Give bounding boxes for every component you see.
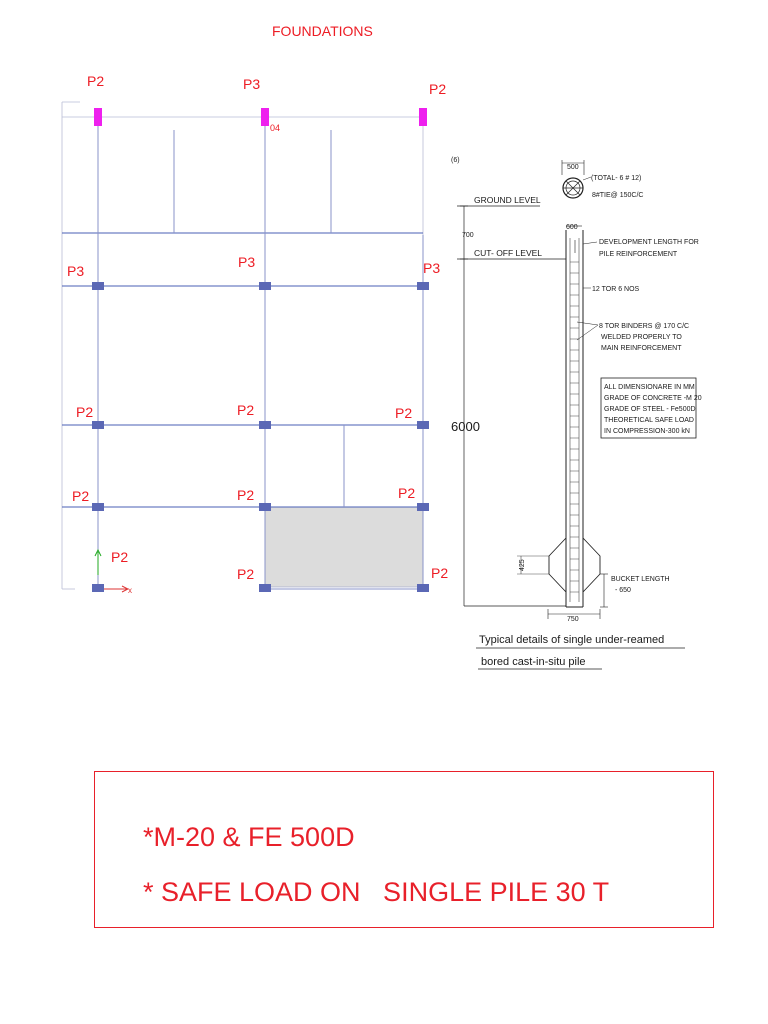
pile-marker [417, 503, 429, 511]
spec-line-4: THEORETICAL SAFE LOAD [604, 417, 694, 424]
pile-label: P2 [237, 566, 255, 582]
binders-2: WELDED PROPERLY TO [601, 334, 682, 341]
pile-labels [67, 73, 448, 582]
pile-marker [259, 421, 271, 429]
bulb-dimension: 425 [519, 559, 526, 571]
cap-dimension: 600 [566, 224, 578, 231]
note-grade: *M-20 & FE 500D [143, 822, 355, 852]
pile-label: P3 [243, 76, 261, 92]
pile-label: P2 [111, 549, 129, 565]
spec-line-2: GRADE OF CONCRETE -M 20 [604, 395, 702, 402]
pile-marker [259, 282, 271, 290]
pile-marker [417, 421, 429, 429]
pile-label: P2 [87, 73, 105, 89]
note-safe-load: * SAFE LOAD ON SINGLE PILE 30 T [143, 877, 610, 907]
pile-label: P3 [238, 254, 256, 270]
dev-length-2: PILE REINFORCEMENT [599, 251, 678, 258]
pile-marker [419, 108, 427, 126]
pile-marker [92, 503, 104, 511]
binders-3: MAIN REINFORCEMENT [601, 345, 682, 352]
pile-label: P3 [423, 260, 441, 276]
tie-note: 8#TIE@ 150C/C [592, 192, 644, 199]
pile-label: P2 [395, 405, 413, 421]
pile-marker [92, 584, 104, 592]
spec-line-1: ALL DIMENSIONARE IN MM [604, 384, 695, 391]
pile-section [451, 157, 702, 669]
depth-dimension: 6000 [451, 419, 480, 434]
pile-label: P2 [398, 485, 416, 501]
pile-label: P3 [67, 263, 85, 279]
pile-marker [259, 584, 271, 592]
section-ref: (6) [451, 157, 460, 164]
top-dimension: 500 [567, 164, 579, 171]
binders-1: 8 TOR BINDERS @ 170 C/C [599, 323, 690, 330]
pile-label: P2 [76, 404, 94, 420]
ground-level: GROUND LEVEL [474, 195, 541, 205]
base-dimension: 750 [567, 616, 579, 623]
svg-text:x: x [128, 586, 132, 595]
top-note: (TOTAL- 6 # 12) [591, 175, 642, 182]
pile-label: P2 [237, 487, 255, 503]
spec-line-3: GRADE OF STEEL - Fe500D [604, 406, 696, 413]
plan-title: FOUNDATIONS [272, 23, 373, 39]
caption-line-1: Typical details of single under-reamed [479, 634, 665, 646]
pile-ties [570, 262, 579, 592]
pile-marker [94, 108, 102, 126]
pile-marker [92, 421, 104, 429]
bucket-length-1: BUCKET LENGTH [611, 576, 670, 583]
grid-lines [62, 233, 423, 507]
pile-marker [92, 282, 104, 290]
pile-marker [261, 108, 269, 126]
pile-marker [259, 503, 271, 511]
pile-label: P2 [431, 565, 449, 581]
bars-note: 12 TOR 6 NOS [592, 286, 640, 293]
shaded-bay [265, 507, 423, 587]
stray-label: 04 [270, 123, 281, 133]
foundation-plan [62, 73, 448, 595]
pile-label: P2 [72, 488, 90, 504]
notes-box [94, 771, 714, 928]
bucket-length-2: - 650 [615, 587, 631, 594]
pile-marker [417, 584, 429, 592]
cutoff-level: CUT- OFF LEVEL [474, 248, 543, 258]
pile-label: P2 [237, 402, 255, 418]
pile-label: P2 [429, 81, 447, 97]
pile-marker [417, 282, 429, 290]
spec-line-5: IN COMPRESSION-300 kN [604, 428, 690, 435]
dim-700: 700 [462, 232, 474, 239]
caption-line-2: bored cast-in-situ pile [481, 656, 586, 668]
dev-length-1: DEVELOPMENT LENGTH FOR [599, 239, 699, 246]
